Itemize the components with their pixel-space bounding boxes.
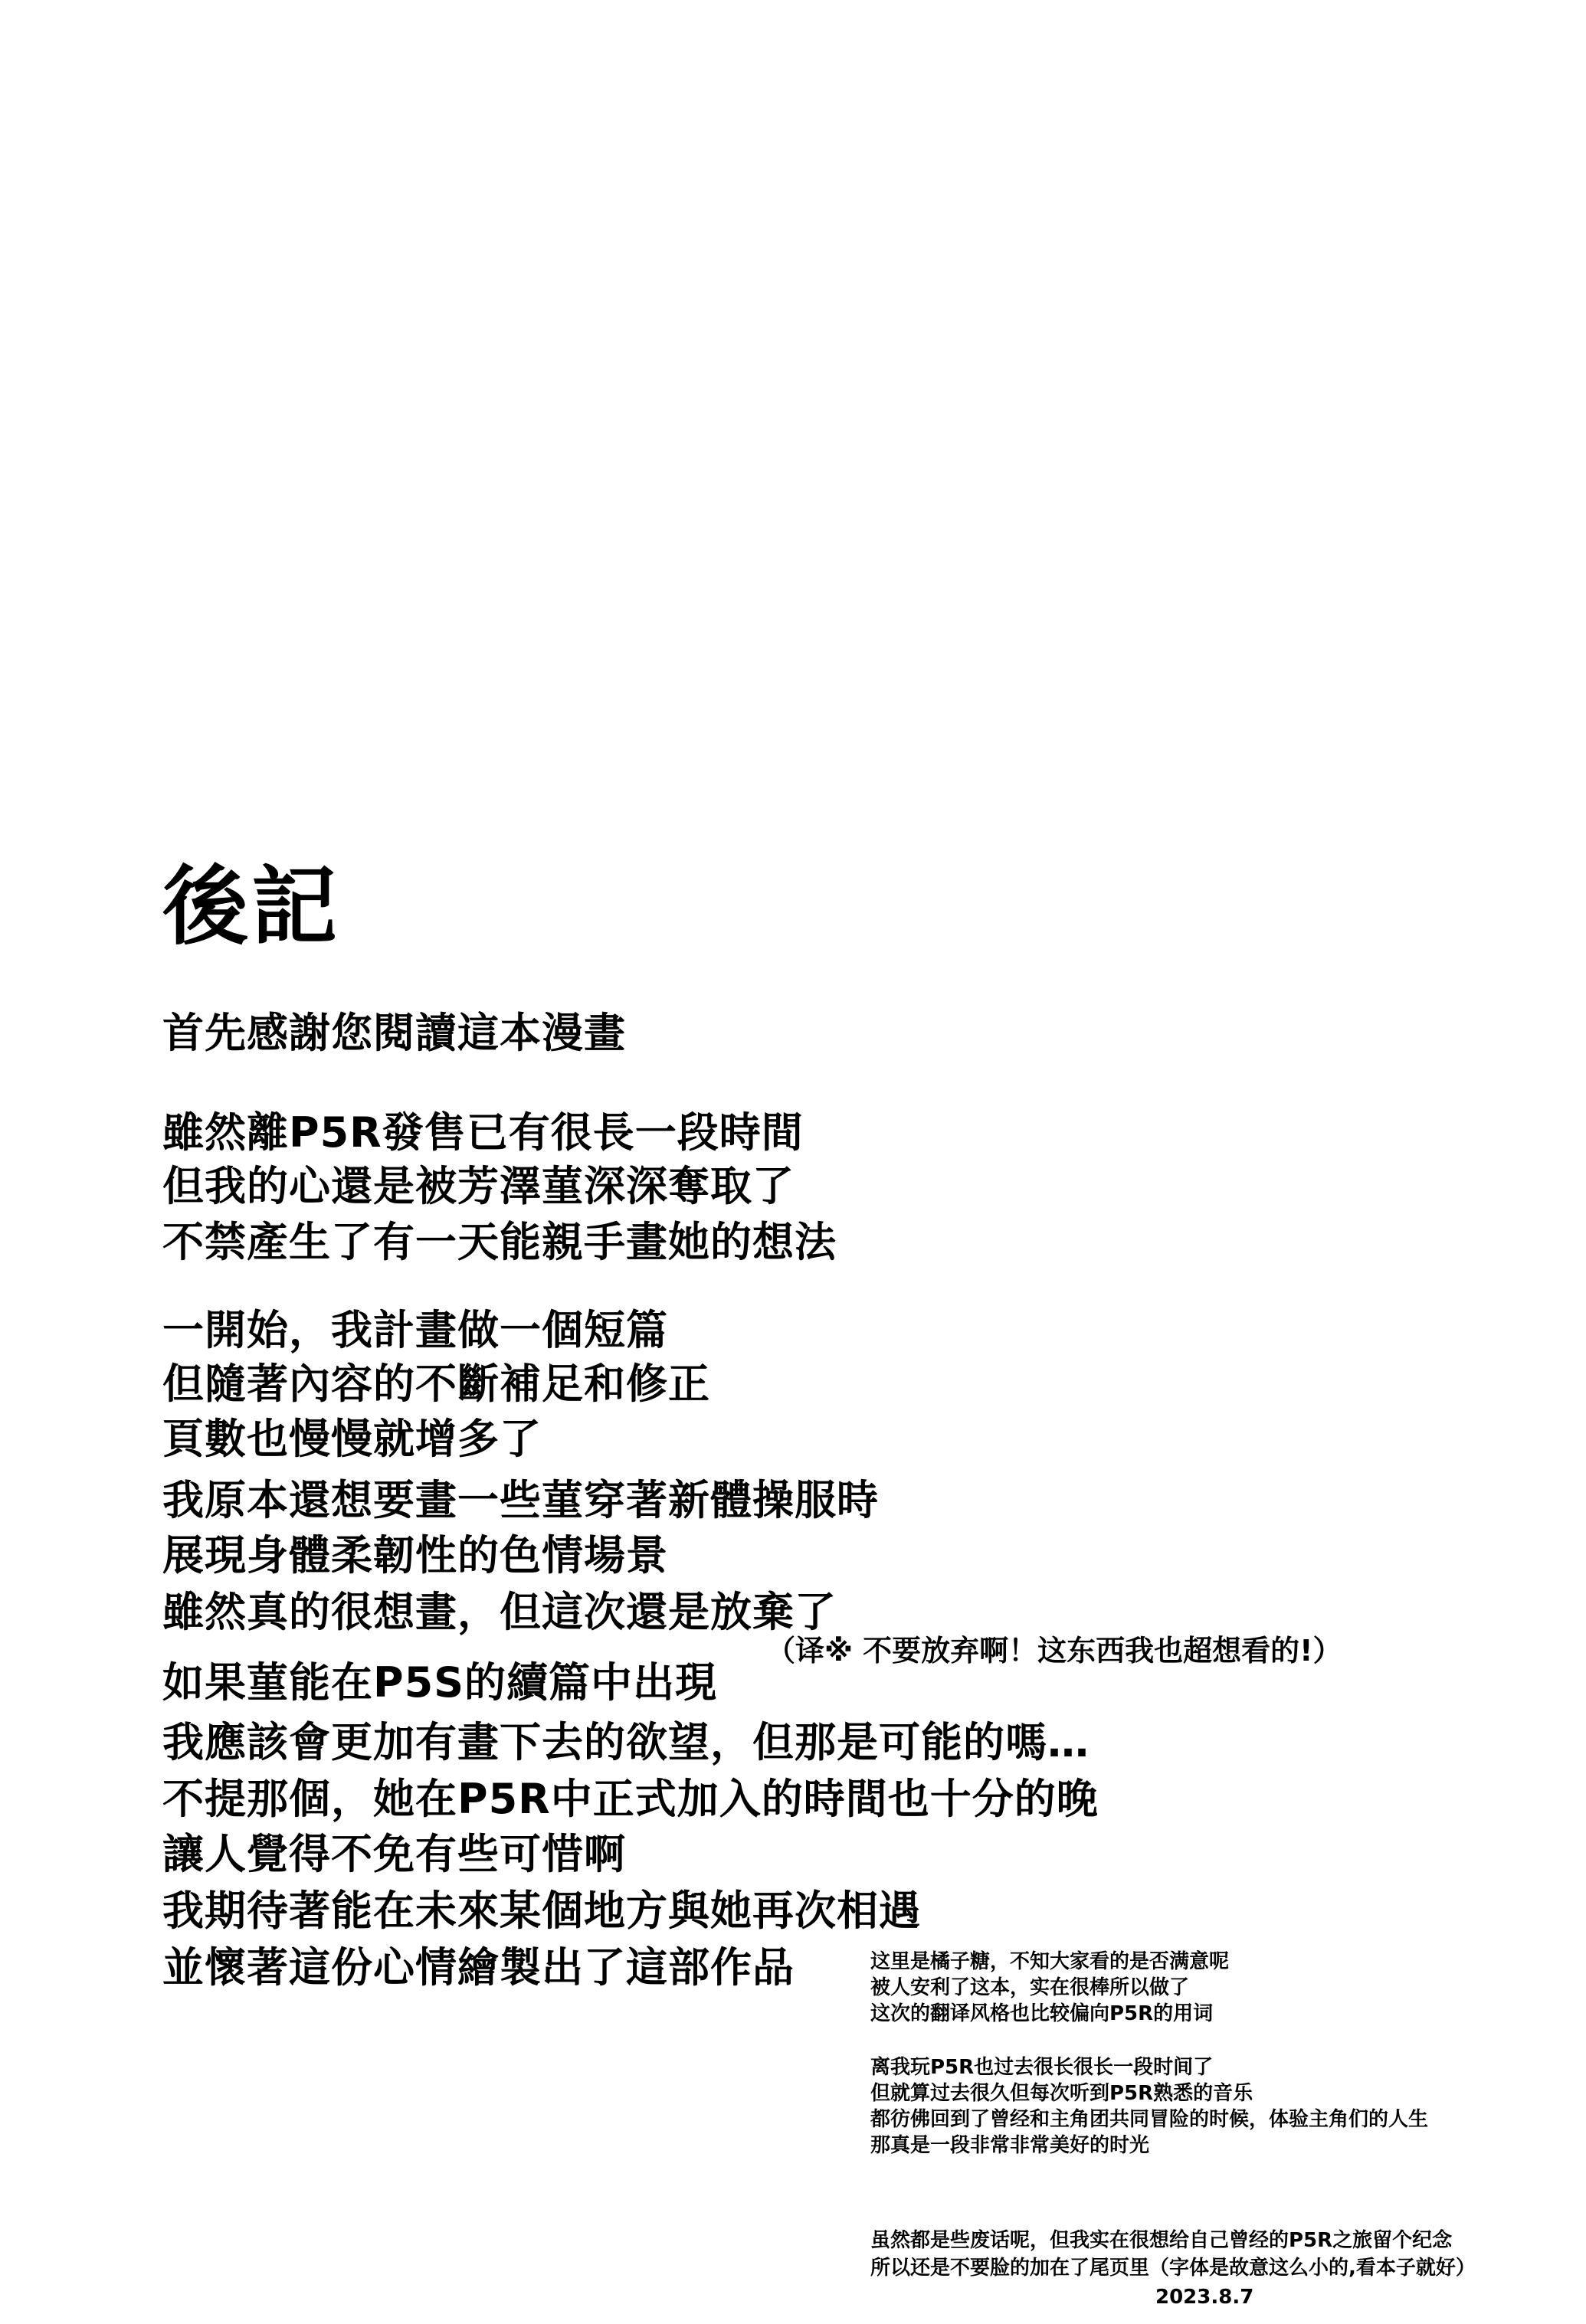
translator-note-line: 这里是橘子糖，不知大家看的是否满意呢 bbox=[870, 1950, 1230, 1973]
translator-note-line: 但就算过去很久但每次听到P5R熟悉的音乐 bbox=[870, 2082, 1253, 2105]
translator-note-line: 都彷佛回到了曾经和主角团共同冒险的时候，体验主角们的人生 bbox=[870, 2108, 1429, 2131]
note-date: 2023.8.7 bbox=[1155, 2286, 1254, 2309]
text-line: 但隨著內容的不斷補足和修正 bbox=[162, 1360, 710, 1408]
thanks-line: 首先感謝您閱讀這本漫畫 bbox=[162, 1009, 626, 1057]
text-line: 雖然離P5R發售已有很長一段時間 bbox=[162, 1108, 804, 1157]
translator-note-line: 那真是一段非常非常美好的时光 bbox=[870, 2134, 1150, 2157]
text-line: 但我的心還是被芳澤菫深深奪取了 bbox=[162, 1162, 795, 1210]
text-line: 雖然真的很想畫，但這次還是放棄了 bbox=[162, 1588, 837, 1636]
text-line: 展現身體柔韌性的色情場景 bbox=[162, 1531, 668, 1579]
text-line: 我原本還想要畫一些菫穿著新體操服時 bbox=[162, 1476, 879, 1524]
translator-note-line: 这次的翻译风格也比较偏向P5R的用词 bbox=[870, 2002, 1214, 2025]
translator-note-line: 离我玩P5R也过去很长很长一段时间了 bbox=[870, 2056, 1214, 2079]
text-line: 我應該會更加有畫下去的欲望，但那是可能的嗎… bbox=[162, 1718, 1090, 1766]
text-line: 如果菫能在P5S的續篇中出現 bbox=[162, 1658, 718, 1707]
text-line: 不提那個，她在P5R中正式加入的時間也十分的晚 bbox=[162, 1775, 1099, 1823]
text-line: 我期待著能在未來某個地方與她再次相遇 bbox=[162, 1887, 921, 1935]
translator-inline-note: （译※ 不要放弃啊！这东西我也超想看的!） bbox=[766, 1634, 1342, 1668]
translator-note-line: 所以还是不要脸的加在了尾页里（字体是故意这么小的,看本子就好） bbox=[870, 2257, 1476, 2280]
text-line: 頁數也慢慢就增多了 bbox=[162, 1415, 542, 1463]
translator-note-line: 被人安利了这本，实在很棒所以做了 bbox=[870, 1976, 1190, 1999]
text-line: 並懷著這份心情繪製出了這部作品 bbox=[162, 1943, 795, 1992]
text-line: 不禁產生了有一天能親手畫她的想法 bbox=[162, 1218, 837, 1266]
translator-note-line: 虽然都是些废话呢，但我实在很想给自己曾经的P5R之旅留个纪念 bbox=[870, 2229, 1453, 2252]
text-line: 讓人覺得不免有些可惜啊 bbox=[162, 1830, 626, 1878]
text-line: 一開始，我計畫做一個短篇 bbox=[162, 1306, 668, 1354]
afterword-title: 後記 bbox=[162, 857, 340, 957]
